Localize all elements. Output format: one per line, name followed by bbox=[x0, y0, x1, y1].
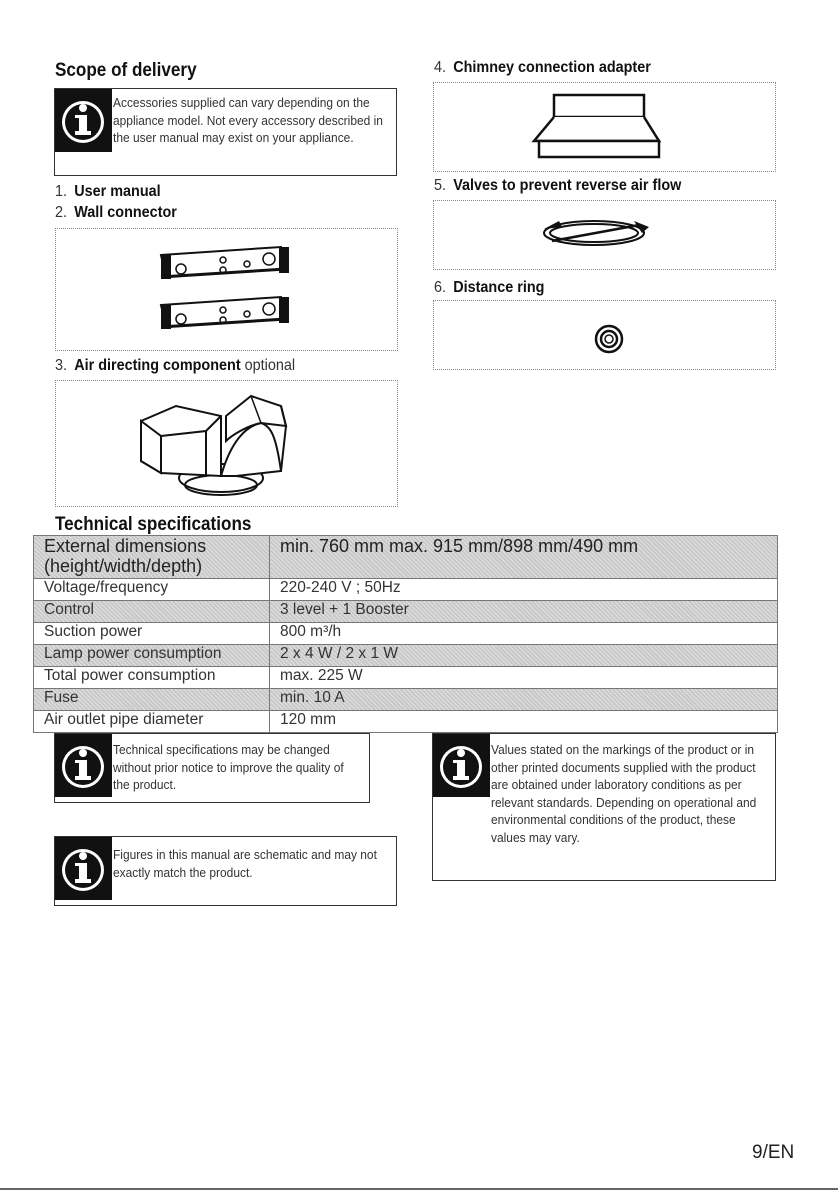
spec-label: External dimensions (height/width/depth) bbox=[34, 536, 270, 579]
table-row bbox=[34, 645, 778, 667]
spec-value: 3 level + 1 Booster bbox=[270, 601, 778, 623]
info-note-figures bbox=[54, 836, 397, 906]
spec-table bbox=[33, 535, 778, 733]
item-number: 5. bbox=[434, 177, 447, 194]
spec-label: Voltage/frequency bbox=[34, 579, 270, 601]
item-chimney-adapter bbox=[434, 59, 651, 77]
item-optional-label: optional bbox=[244, 357, 296, 374]
spec-label: Total power consumption bbox=[34, 667, 270, 689]
scope-of-delivery-heading: Scope of delivery bbox=[55, 60, 197, 81]
page-number: 9/EN bbox=[752, 1142, 795, 1163]
item-number: 2. bbox=[55, 204, 68, 221]
spec-value: 220-240 V ; 50Hz bbox=[270, 579, 778, 601]
item-label: Air directing component bbox=[74, 357, 241, 374]
valves-figure bbox=[433, 200, 776, 270]
info-note-accessories bbox=[54, 88, 397, 176]
air-directing-illustration bbox=[56, 381, 397, 506]
item-wall-connector bbox=[55, 204, 177, 222]
table-row bbox=[34, 601, 778, 623]
item-distance-ring bbox=[434, 279, 544, 297]
spec-value: min. 10 A bbox=[270, 689, 778, 711]
spec-label: Suction power bbox=[34, 623, 270, 645]
table-row bbox=[34, 536, 778, 579]
info-icon bbox=[55, 837, 112, 900]
info-icon bbox=[433, 734, 490, 797]
item-user-manual bbox=[55, 183, 161, 201]
info-icon bbox=[55, 734, 112, 797]
spec-value: 2 x 4 W / 2 x 1 W bbox=[270, 645, 778, 667]
spec-value: 800 m³/h bbox=[270, 623, 778, 645]
note-accessories-text: Accessories supplied can vary depending on the appliance model. Not every accessory described in the user manual may exist on your appliance. bbox=[113, 95, 383, 145]
note-values-text: Values stated on the markings of the product or in other printed documents supplied with the product are obtained under laboratory conditions as per relevant standards. Depending on operational and environmental conditions of the product, these values may vary. bbox=[491, 742, 757, 845]
table-row bbox=[34, 579, 778, 601]
spec-label: Lamp power consumption bbox=[34, 645, 270, 667]
valves-illustration bbox=[434, 201, 775, 269]
distance-ring-illustration bbox=[434, 301, 775, 369]
info-note-values bbox=[432, 733, 776, 881]
distance-ring-figure bbox=[433, 300, 776, 370]
spec-value: max. 225 W bbox=[270, 667, 778, 689]
chimney-adapter-figure bbox=[433, 82, 776, 172]
technical-specifications-heading: Technical specifications bbox=[55, 514, 252, 535]
spec-label: Air outlet pipe diameter bbox=[34, 711, 270, 733]
item-number: 4. bbox=[434, 59, 447, 76]
item-label: Valves to prevent reverse air flow bbox=[453, 177, 682, 194]
item-label: Distance ring bbox=[453, 279, 545, 296]
table-row bbox=[34, 623, 778, 645]
note-tech-change-text: Technical specifications may be changed without prior notice to improve the quality of the product. bbox=[113, 742, 344, 792]
item-label: User manual bbox=[74, 183, 161, 200]
item-number: 3. bbox=[55, 357, 68, 374]
chimney-adapter-illustration bbox=[434, 83, 775, 171]
spec-label: Fuse bbox=[34, 689, 270, 711]
note-figures-text: Figures in this manual are schematic and may not exactly match the product. bbox=[113, 847, 377, 880]
bottom-rule bbox=[0, 1188, 838, 1190]
spec-value: min. 760 mm max. 915 mm/898 mm/490 mm bbox=[270, 536, 778, 579]
item-number: 6. bbox=[434, 279, 447, 296]
item-number: 1. bbox=[55, 183, 68, 200]
table-row bbox=[34, 667, 778, 689]
item-valves bbox=[434, 177, 681, 195]
spec-label: Control bbox=[34, 601, 270, 623]
table-row bbox=[34, 689, 778, 711]
info-icon bbox=[55, 89, 112, 152]
table-row bbox=[34, 711, 778, 733]
wall-connector-figure bbox=[55, 228, 398, 351]
item-air-directing-component bbox=[55, 357, 295, 375]
wall-connector-illustration bbox=[56, 229, 397, 350]
info-note-tech-change bbox=[54, 733, 370, 803]
air-directing-figure bbox=[55, 380, 398, 507]
spec-value: 120 mm bbox=[270, 711, 778, 733]
item-label: Chimney connection adapter bbox=[453, 59, 651, 76]
item-label: Wall connector bbox=[74, 204, 177, 221]
